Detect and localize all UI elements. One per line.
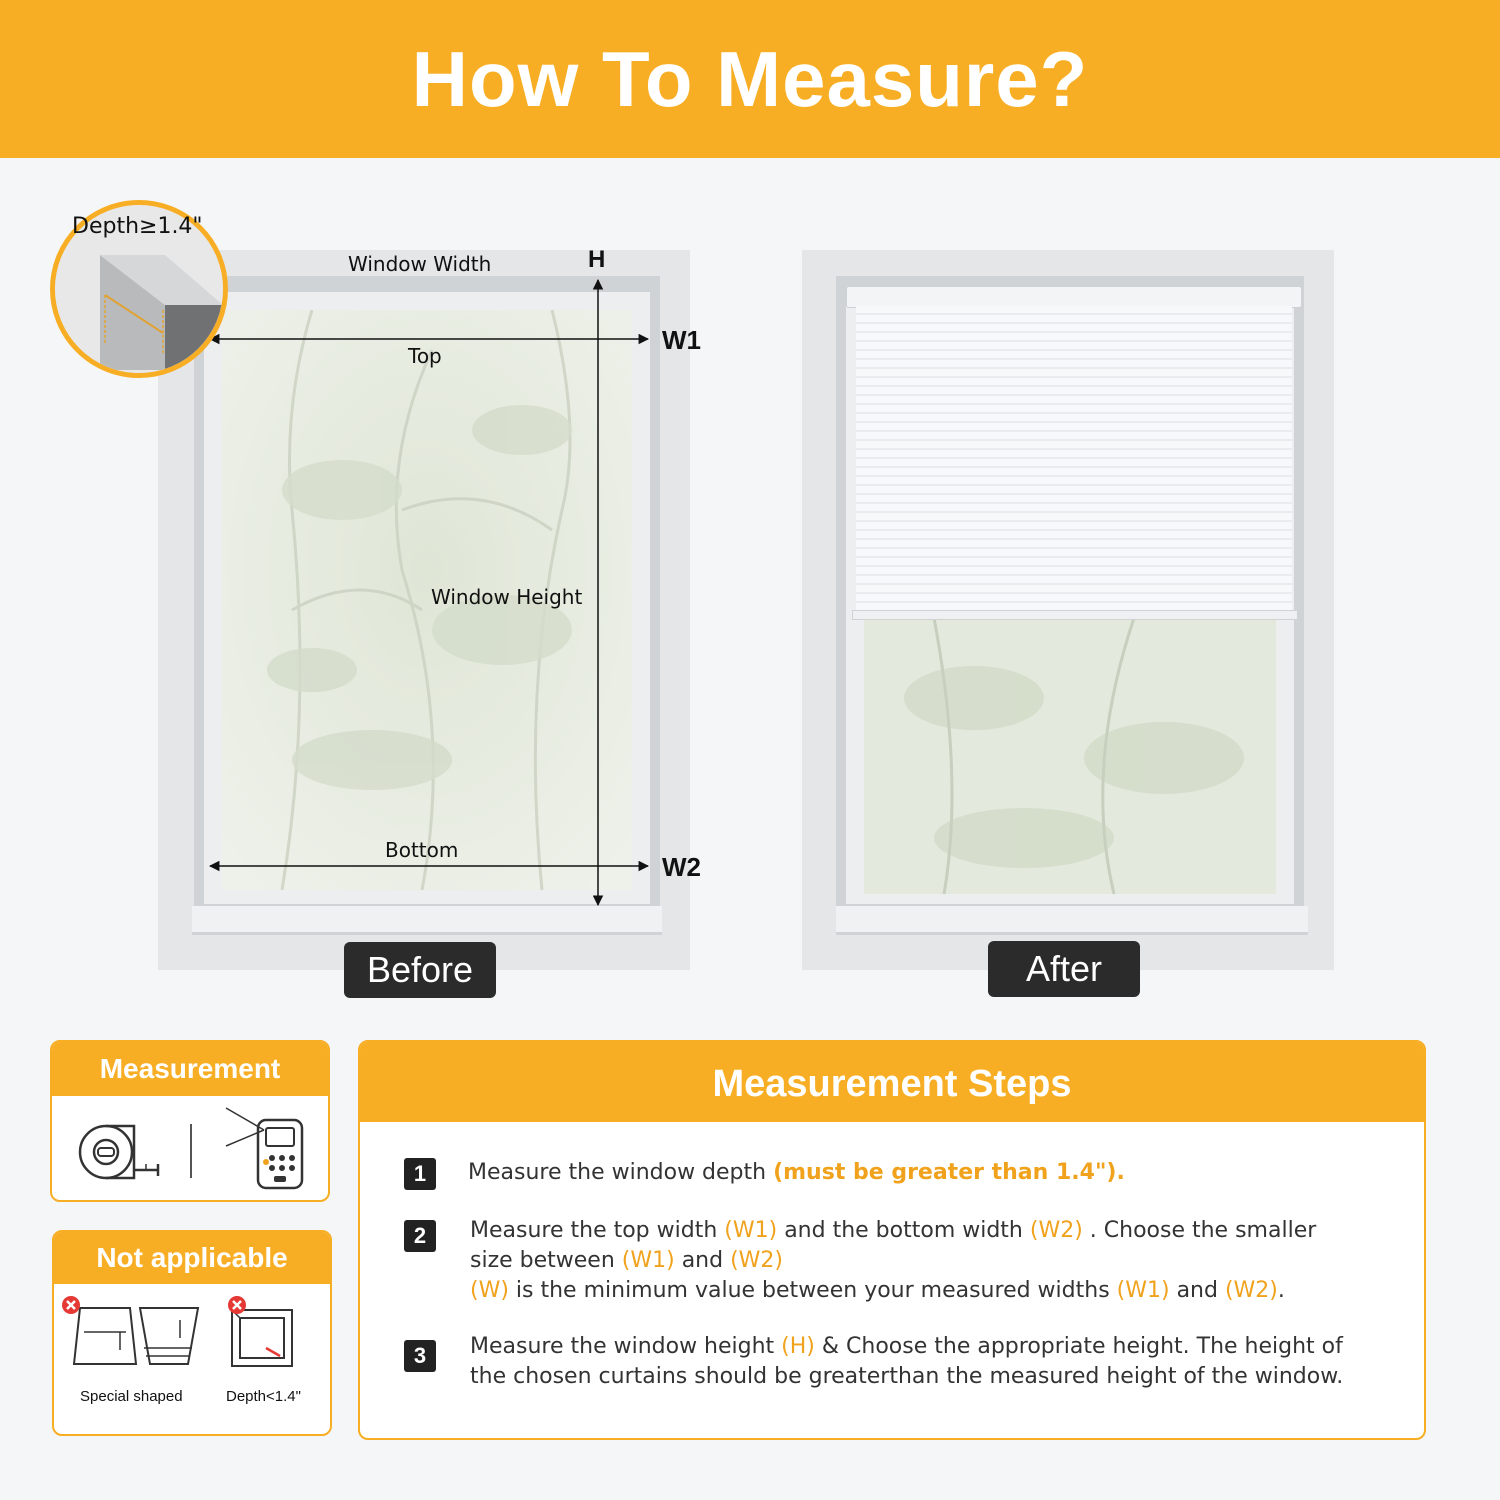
top-label: Top bbox=[408, 344, 442, 368]
not-applicable-card bbox=[52, 1230, 332, 1436]
step-2-text: Measure the top width (W1) and the bottom width (W2) . Choose the smaller size between (W1) and (W2) (W) is the minimum value between your measured widths (W1) and (W2). bbox=[470, 1218, 1317, 1303]
step-3-text: Measure the window height (H) & Choose the appropriate height. The height of the chosen curtains should be greaterthan the measured height of the window. bbox=[470, 1334, 1344, 1389]
special-shaped-window-icon bbox=[70, 1302, 200, 1372]
tape-measure-icon bbox=[78, 1118, 162, 1184]
step-3 bbox=[404, 1332, 1384, 1392]
measurement-card-title: Measurement bbox=[52, 1042, 328, 1096]
w1-label: W1 bbox=[662, 325, 701, 355]
window-width-label: Window Width bbox=[348, 252, 492, 276]
laser-measure-icon bbox=[224, 1106, 308, 1192]
depth-label: Depth≥1.4" bbox=[72, 214, 203, 239]
shade-bottom-rail bbox=[852, 610, 1298, 620]
step-2-number: 2 bbox=[404, 1220, 436, 1252]
tool-divider bbox=[190, 1124, 192, 1178]
steps-title: Measurement Steps bbox=[360, 1042, 1424, 1122]
step-1 bbox=[404, 1158, 1384, 1190]
step-3-number: 3 bbox=[404, 1340, 436, 1372]
after-window-glass bbox=[864, 618, 1276, 894]
not-applicable-title: Not applicable bbox=[54, 1232, 330, 1284]
after-window-sill bbox=[836, 906, 1308, 935]
window-height-label: Window Height bbox=[431, 585, 583, 609]
after-foliage-image bbox=[864, 618, 1276, 894]
special-shaped-x-icon bbox=[60, 1294, 82, 1316]
measurement-steps-card bbox=[358, 1040, 1426, 1440]
height-h-label: H bbox=[588, 246, 606, 273]
depth-under-label: Depth<1.4" bbox=[226, 1388, 301, 1405]
measurement-card bbox=[50, 1040, 330, 1202]
shallow-depth-x-icon bbox=[226, 1294, 248, 1316]
after-caption: After bbox=[988, 941, 1140, 997]
w2-label: W2 bbox=[662, 852, 701, 882]
special-shaped-label: Special shaped bbox=[80, 1388, 183, 1405]
shade-headrail bbox=[846, 286, 1302, 308]
page-title: How To Measure? bbox=[411, 34, 1089, 123]
step-1-number: 1 bbox=[404, 1158, 436, 1190]
bottom-label: Bottom bbox=[385, 838, 459, 862]
step-1-text: Measure the window depth (must be greater than 1.4"). bbox=[468, 1160, 1125, 1185]
after-window-panel bbox=[802, 250, 1334, 970]
before-caption: Before bbox=[344, 942, 496, 998]
cellular-shade bbox=[856, 306, 1292, 612]
step-2 bbox=[404, 1216, 1384, 1306]
